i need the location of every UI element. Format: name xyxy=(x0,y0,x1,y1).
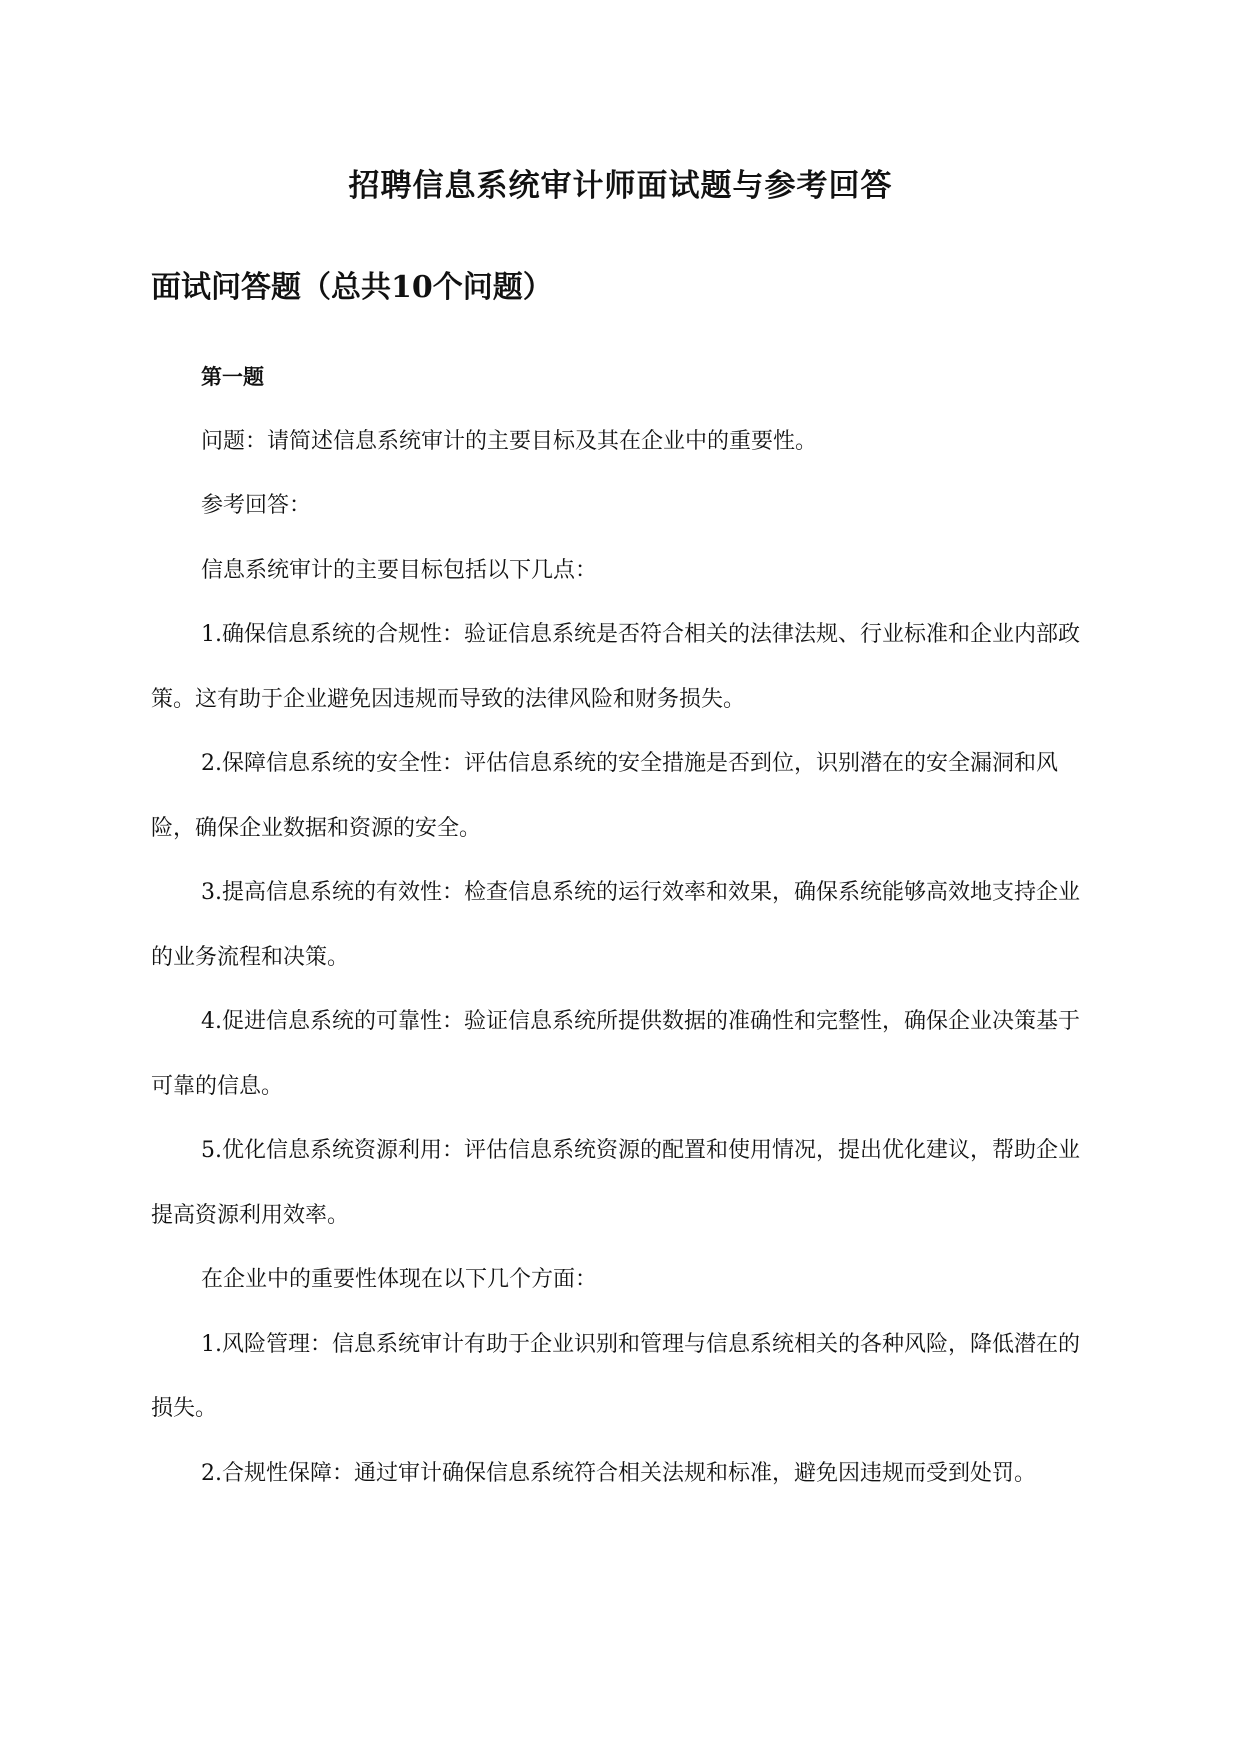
answer-label: 参考回答： xyxy=(201,493,312,518)
goal-item: 3.提高信息系统的有效性：检查信息系统的运行效率和效果，确保系统能够高效地支持企业的业务流程和决策。 xyxy=(151,880,1080,970)
importance-item: 1.风险管理：信息系统审计有助于企业识别和管理与信息系统相关的各种风险，降低潜在的损失。 xyxy=(151,1331,1080,1421)
goals-intro: 信息系统审计的主要目标包括以下几点： xyxy=(201,557,598,583)
document-body xyxy=(151,345,1101,1506)
goal-item: 4.促进信息系统的可靠性：验证信息系统所提供数据的准确性和完整性，确保企业决策基于可靠的信息。 xyxy=(151,1009,1080,1099)
importance-item: 2.合规性保障：通过审计确保信息系统符合相关法规和标准，避免因违规而受到处罚。 xyxy=(201,1460,1036,1486)
goal-item: 1.确保信息系统的合规性：验证信息系统是否符合相关的法律法规、行业标准和企业内部政策。这有助于企业避免因违规而导致的法律风险和财务损失。 xyxy=(151,622,1080,712)
question-text: 问题：请简述信息系统审计的主要目标及其在企业中的重要性。 xyxy=(201,428,818,454)
document-title: 招聘信息系统审计师面试题与参考回答 xyxy=(348,168,893,204)
question-title: 第一题 xyxy=(201,364,264,389)
importance-intro: 在企业中的重要性体现在以下几个方面： xyxy=(201,1267,598,1292)
goal-item: 2.保障信息系统的安全性：评估信息系统的安全措施是否到位，识别潜在的安全漏洞和风险，确保企业数据和资源的安全。 xyxy=(151,751,1058,841)
section-heading: 面试问答题（总共10个问题） xyxy=(151,270,553,305)
goal-item: 5.优化信息系统资源利用：评估信息系统资源的配置和使用情况，提出优化建议，帮助企业提高资源利用效率。 xyxy=(151,1138,1080,1228)
